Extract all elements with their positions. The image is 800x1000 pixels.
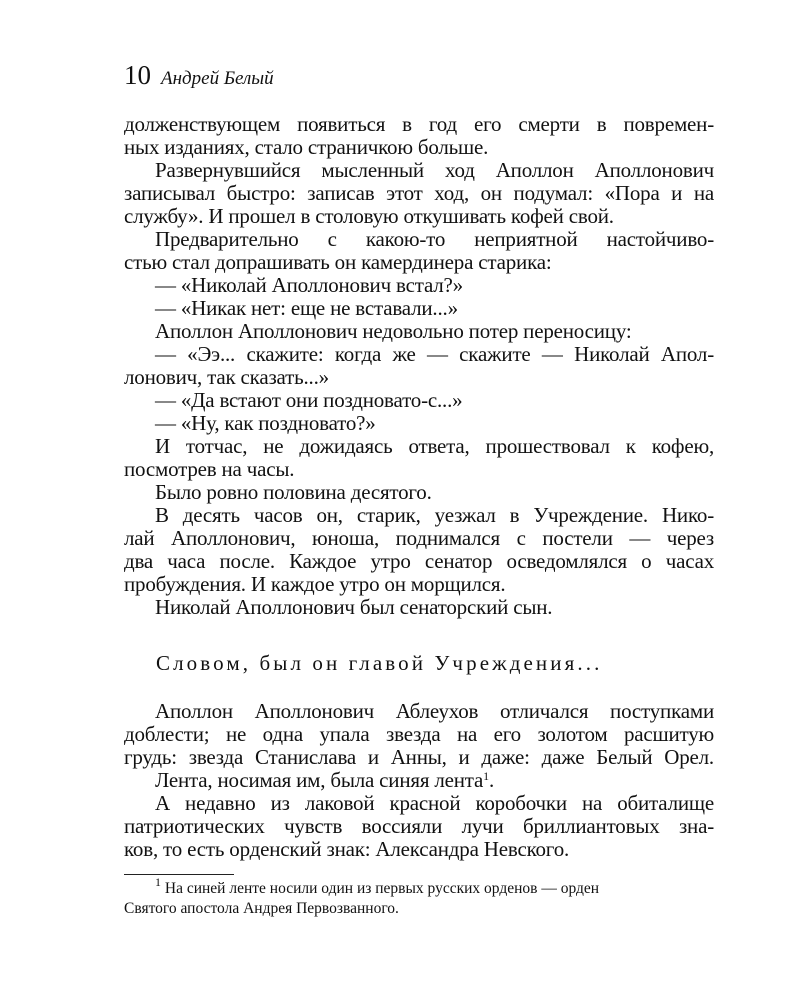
text-line: Аполлон Аполлонович недовольно потер переносицу: (155, 319, 632, 343)
page-number: 10 (124, 60, 151, 90)
footnote-separator (124, 874, 234, 875)
text-line: Николай Аполлонович был сенаторский сын. (155, 595, 553, 619)
dialogue-line: — «Да встают они поздновато-с...» (155, 388, 463, 412)
running-head: Андрей Белый (161, 68, 274, 89)
text-line: записывал быстро: записав этот ход, он подумал: «Пора и на (124, 181, 714, 205)
line-end-punctuation: . (488, 768, 495, 792)
text-line: Аполлон Аполлонович Аблеухов отличался поступками (155, 699, 714, 723)
footnote-line (124, 875, 714, 899)
text-line: посмотрев на часы. (124, 457, 295, 481)
text-line: грудь: звезда Станислава и Анны, и даже: даже Белый Орел. (124, 745, 714, 769)
text-line: Развернувшийся мысленный ход Аполлон Аполлонович (155, 158, 714, 182)
section-heading: Словом, был он главой Учреждения... (156, 651, 603, 675)
text-line: патриотических чувств воссияли лучи бриллиантовых зна- (124, 814, 714, 838)
dialogue-line: — «Ээ... скажите: когда же — скажите — Николай Апол- (155, 342, 714, 366)
dialogue-line: — «Николай Аполлонович встал?» (155, 273, 463, 297)
running-header (124, 60, 724, 100)
text-line: доблести; не одна упала звезда на его золотом расшитую (124, 722, 714, 746)
text-line: лай Аполлонович, юноша, поднимался с постели — через (124, 526, 714, 550)
dialogue-line: — «Ну, как поздновато?» (155, 411, 376, 435)
text-line: В десять часов он, старик, уезжал в Учреждение. Нико- (155, 503, 714, 527)
footnote-marker: 1 (155, 875, 161, 889)
text-line: Было ровно половина десятого. (155, 480, 432, 504)
dialogue-line: — «Никак нет: еще не вставали...» (155, 296, 458, 320)
text-line: два часа после. Каждое утро сенатор осведомлялся о часах (124, 549, 714, 573)
footnote-text: На синей ленте носили один из первых русских орденов — орден (164, 880, 600, 897)
footnote-line: Святого апостола Андрея Первозванного. (124, 900, 399, 917)
text-line: пробуждения. И каждое утро он морщился. (124, 572, 506, 596)
text-line: А недавно из лаковой красной коробочки на обиталище (155, 791, 714, 815)
text-line: ков, то есть орденский знак: Александра Невского. (124, 837, 570, 861)
text-line: И тотчас, не дожидаясь ответа, прошествовал к кофею, (155, 434, 714, 458)
text-line: долженствующем появиться в год его смерти в повремен- (124, 112, 714, 136)
text-line: стью стал допрашивать он камердинера старика: (124, 250, 552, 274)
text-line: Предварительно с какою-то неприятной настойчиво- (155, 227, 714, 251)
text-line: ных изданиях, стало страничкою больше. (124, 135, 489, 159)
footnote-reference[interactable]: 1 (483, 769, 489, 783)
dialogue-line: лонович, так сказать...» (124, 365, 329, 389)
text-line: Лента, носимая им, была синяя лента (155, 768, 484, 792)
text-line: службу». И прошел в столовую откушивать кофей свой. (124, 204, 614, 228)
